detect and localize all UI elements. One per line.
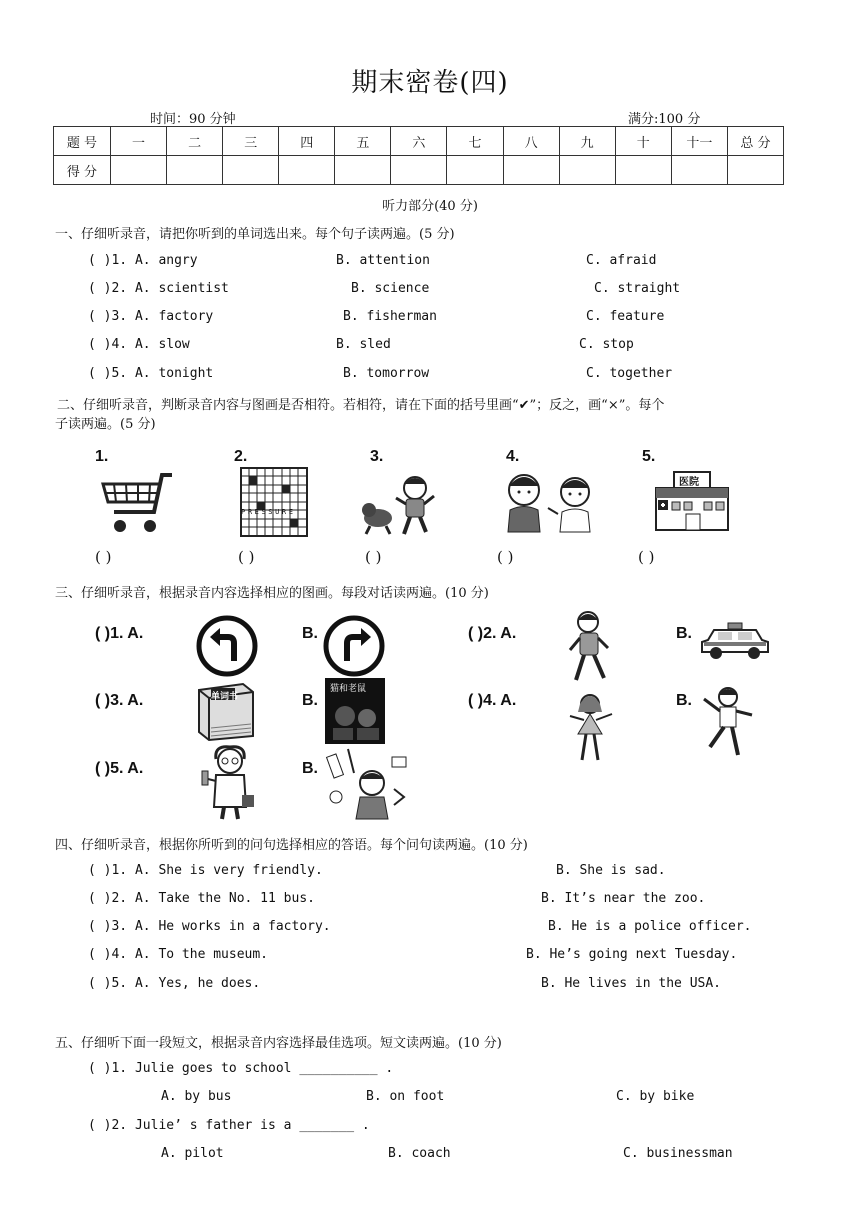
table-header: 二 <box>167 127 223 156</box>
s4-q4-b: B. He’s going next Tuesday. <box>526 947 738 962</box>
table-header: 一 <box>111 127 167 156</box>
score-cell[interactable] <box>447 156 503 185</box>
s5-q2-b: B. coach <box>388 1146 451 1161</box>
section5-heading: 五、仔细听下面一段短文，根据录音内容选择最佳选项。短文读两遍。(10 分) <box>55 1036 502 1051</box>
s4-q5-a: ( )5. A. Yes, he does. <box>88 976 261 991</box>
s1-q3-b: B. fisherman <box>343 309 437 324</box>
s2-num-3: 3. <box>370 448 384 465</box>
full-score: 满分:100 分 <box>628 112 701 127</box>
section3-heading: 三、仔细听录音，根据录音内容选择相应的图画。每段对话读两遍。(10 分) <box>55 586 489 601</box>
crossword-puzzle-icon <box>240 467 308 537</box>
s1-q1-b: B. attention <box>336 253 430 268</box>
s1-q2-c: C. straight <box>594 281 681 296</box>
score-cell[interactable] <box>111 156 167 185</box>
s3-q5-b-label: B. <box>302 760 318 777</box>
s2-answer-4[interactable]: ( ) <box>497 548 514 566</box>
score-cell[interactable] <box>671 156 727 185</box>
table-header: 四 <box>279 127 335 156</box>
walking-boy-icon <box>566 610 616 685</box>
s1-q3-c: C. feature <box>586 309 665 324</box>
score-table <box>53 126 784 185</box>
s3-q1-label: ( )1. A. <box>95 625 144 642</box>
score-cell[interactable] <box>503 156 559 185</box>
s3-q3-label: ( )3. A. <box>95 692 144 709</box>
s1-q4: ( )4. A. slow <box>88 337 190 352</box>
s3-q4-b-label: B. <box>676 692 692 709</box>
table-header: 六 <box>391 127 447 156</box>
table-header: 十 <box>615 127 671 156</box>
s3-q3-b-label: B. <box>302 692 318 709</box>
s5-q1-a: A. by bus <box>161 1089 232 1104</box>
s4-q1-b: B. She is sad. <box>556 863 666 878</box>
s4-q3-b: B. He is a police officer. <box>548 919 752 934</box>
taxi-icon <box>700 622 770 660</box>
listening-title: 听力部分(40 分) <box>382 199 478 214</box>
s2-answer-1[interactable]: ( ) <box>95 548 112 566</box>
s2-num-1: 1. <box>95 448 109 465</box>
s3-q2-label: ( )2. A. <box>468 625 517 642</box>
s4-q2-a: ( )2. A. Take the No. 11 bus. <box>88 891 315 906</box>
s3-q1-b-label: B. <box>302 625 318 642</box>
s2-num-2: 2. <box>234 448 248 465</box>
s1-q4-b: B. sled <box>336 337 391 352</box>
table-header: 九 <box>559 127 615 156</box>
s5-q2: ( )2. Julie’ s father is a _______ . <box>88 1118 370 1133</box>
table-row <box>54 156 784 185</box>
s5-q1-c: C. by bike <box>616 1089 695 1104</box>
poster-label-text: 猫和老鼠 <box>330 684 367 694</box>
s1-q5-c: C. together <box>586 366 673 381</box>
dancing-girl-icon <box>566 692 616 764</box>
section4-heading: 四、仔细听录音，根据你所听到的问句选择相应的答语。每个问句读两遍。(10 分) <box>55 838 528 853</box>
table-header: 三 <box>223 127 279 156</box>
s2-num-4: 4. <box>506 448 520 465</box>
table-header: 五 <box>335 127 391 156</box>
table-header: 七 <box>447 127 503 156</box>
row-label: 题 号 <box>54 127 111 156</box>
hospital-sign-text: 医院 <box>679 477 699 488</box>
s2-num-5: 5. <box>642 448 656 465</box>
s3-q2-b-label: B. <box>676 625 692 642</box>
s2-answer-3[interactable]: ( ) <box>365 548 382 566</box>
s3-q4-label: ( )4. A. <box>468 692 517 709</box>
s4-q3-a: ( )3. A. He works in a factory. <box>88 919 331 934</box>
s1-q3: ( )3. A. factory <box>88 309 214 324</box>
section1-heading: 一、仔细听录音，请把你听到的单词选出来。每个句子读两遍。(5 分) <box>55 227 455 242</box>
s5-q2-c: C. businessman <box>623 1146 733 1161</box>
performer-with-props-icon <box>324 745 414 823</box>
exam-time: 时间：90 分钟 <box>150 112 236 127</box>
shopping-cart-icon <box>100 470 175 535</box>
section2-heading-line1: 二、仔细听录音，判断录音内容与图画是否相符。若相符，请在下面的括号里画“✔”；反之，画“×”。每个 <box>57 398 665 413</box>
table-row <box>54 127 784 156</box>
crossword-letters: PRESSURE <box>241 508 296 516</box>
s4-q1-a: ( )1. A. She is very friendly. <box>88 863 323 878</box>
s1-q1: ( )1. A. angry <box>88 253 198 268</box>
s4-q5-b: B. He lives in the USA. <box>541 976 722 991</box>
table-header: 总 分 <box>727 127 783 156</box>
s1-q2: ( )2. A. scientist <box>88 281 229 296</box>
s4-q4-a: ( )4. A. To the museum. <box>88 947 269 962</box>
score-cell[interactable] <box>391 156 447 185</box>
section2-heading-line2: 子读两遍。(5 分) <box>55 417 156 432</box>
book-label-text: 单词书 <box>211 692 239 702</box>
score-cell[interactable] <box>559 156 615 185</box>
score-cell[interactable] <box>279 156 335 185</box>
score-cell[interactable] <box>727 156 783 185</box>
s1-q1-c: C. afraid <box>586 253 657 268</box>
score-cell[interactable] <box>615 156 671 185</box>
score-cell[interactable] <box>167 156 223 185</box>
s1-q5: ( )5. A. tonight <box>88 366 214 381</box>
row-label: 得 分 <box>54 156 111 185</box>
turn-right-sign-icon <box>323 615 385 677</box>
s2-answer-2[interactable]: ( ) <box>238 548 255 566</box>
s5-q1: ( )1. Julie goes to school __________ . <box>88 1061 394 1076</box>
scientist-icon <box>198 745 258 821</box>
dog-chasing-boy-icon <box>360 472 440 542</box>
s4-q2-b: B. It’s near the zoo. <box>541 891 706 906</box>
s1-q5-b: B. tomorrow <box>343 366 430 381</box>
s5-q2-a: A. pilot <box>161 1146 224 1161</box>
s1-q2-b: B. science <box>351 281 430 296</box>
two-boys-talking-icon <box>500 470 605 535</box>
s2-answer-5[interactable]: ( ) <box>638 548 655 566</box>
score-cell[interactable] <box>335 156 391 185</box>
table-header: 八 <box>503 127 559 156</box>
score-cell[interactable] <box>223 156 279 185</box>
kungfu-boy-icon <box>700 685 756 757</box>
table-header: 十一 <box>671 127 727 156</box>
s3-q5-label: ( )5. A. <box>95 760 144 777</box>
turn-left-sign-icon <box>196 615 258 677</box>
s5-q1-b: B. on foot <box>366 1089 445 1104</box>
page-title: 期末密卷(四) <box>351 68 509 98</box>
s1-q4-c: C. stop <box>579 337 634 352</box>
